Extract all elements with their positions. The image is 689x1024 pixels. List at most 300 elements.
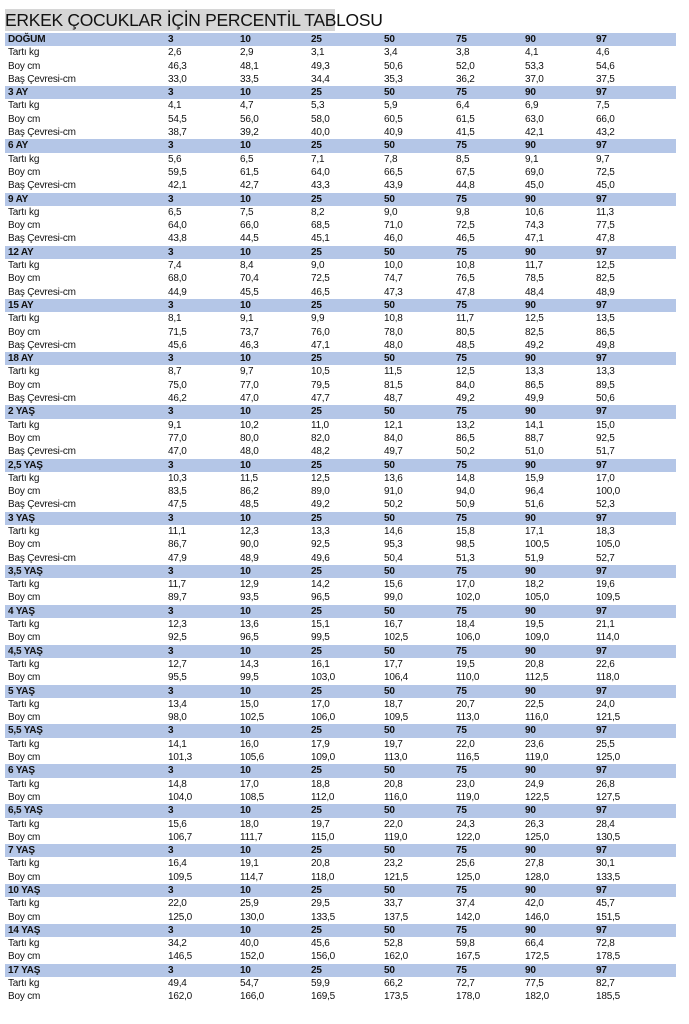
measure-label: Tartı kg (8, 260, 40, 272)
percentile-header: 90 (525, 685, 536, 697)
table-row (5, 326, 676, 339)
percentile-header: 3 (168, 805, 174, 817)
value-cell: 121,5 (384, 871, 409, 883)
value-cell: 52,0 (456, 60, 475, 72)
percentile-header: 90 (525, 353, 536, 365)
value-cell: 38,7 (168, 127, 187, 139)
value-cell: 52,7 (596, 552, 615, 564)
age-group-label: 15 AY (8, 299, 34, 311)
value-cell: 44,9 (168, 286, 187, 298)
value-cell: 105,6 (240, 752, 265, 764)
value-cell: 34,4 (311, 73, 330, 85)
value-cell: 47,3 (384, 286, 403, 298)
value-cell: 106,0 (456, 632, 481, 644)
value-cell: 47,7 (311, 393, 330, 405)
value-cell: 49,2 (311, 499, 330, 511)
value-cell: 146,5 (168, 951, 193, 963)
percentile-header: 25 (311, 765, 322, 777)
percentile-header: 75 (456, 565, 467, 577)
value-cell: 19,7 (384, 738, 403, 750)
value-cell: 48,2 (311, 446, 330, 458)
value-cell: 22,0 (168, 898, 187, 910)
measure-label: Boy cm (8, 752, 41, 764)
table-row (5, 365, 676, 378)
value-cell: 11,5 (384, 366, 402, 378)
percentile-header: 25 (311, 805, 322, 817)
value-cell: 12,5 (525, 313, 544, 325)
value-cell: 45,6 (311, 938, 330, 950)
value-cell: 114,7 (240, 871, 264, 883)
value-cell: 17,0 (596, 472, 615, 484)
value-cell: 18,2 (525, 579, 544, 591)
value-cell: 67,5 (456, 166, 475, 178)
value-cell: 12,1 (384, 419, 403, 431)
value-cell: 99,5 (311, 632, 330, 644)
value-cell: 6,5 (240, 153, 254, 165)
measure-label: Tartı kg (8, 619, 40, 631)
value-cell: 68,0 (168, 273, 187, 285)
value-cell: 100,5 (525, 539, 550, 551)
value-cell: 167,5 (456, 951, 481, 963)
value-cell: 44,8 (456, 180, 475, 192)
percentile-header: 3 (168, 924, 174, 936)
value-cell: 133,5 (311, 911, 336, 923)
value-cell: 9,0 (311, 260, 325, 272)
value-cell: 113,0 (456, 712, 480, 724)
percentile-header: 10 (240, 512, 251, 524)
value-cell: 43,2 (596, 127, 615, 139)
value-cell: 119,0 (456, 791, 480, 803)
value-cell: 33,7 (384, 898, 403, 910)
value-cell: 122,5 (525, 791, 550, 803)
value-cell: 33,5 (240, 73, 259, 85)
table-row (5, 751, 676, 764)
percentile-header: 97 (596, 685, 607, 697)
measure-label: Boy cm (8, 951, 41, 963)
value-cell: 72,8 (596, 938, 615, 950)
value-cell: 128,0 (525, 871, 550, 883)
value-cell: 98,5 (456, 539, 475, 551)
age-group-label: 3,5 YAŞ (8, 565, 43, 577)
measure-label: Baş Çevresi-cm (8, 73, 76, 85)
value-cell: 50,6 (596, 393, 615, 405)
value-cell: 47,9 (168, 552, 187, 564)
value-cell: 50,4 (384, 552, 403, 564)
value-cell: 113,0 (384, 752, 408, 764)
value-cell: 11,5 (240, 472, 258, 484)
age-group-header (5, 246, 676, 259)
percentile-header: 97 (596, 459, 607, 471)
age-group-header (5, 884, 676, 897)
table-row (5, 232, 676, 245)
value-cell: 80,5 (456, 326, 475, 338)
percentile-header: 90 (525, 765, 536, 777)
percentile-header: 3 (168, 845, 174, 857)
value-cell: 93,5 (240, 592, 259, 604)
value-cell: 130,5 (596, 831, 621, 843)
measure-label: Baş Çevresi-cm (8, 127, 76, 139)
age-group-header (5, 724, 676, 737)
age-group-label: 12 AY (8, 246, 34, 258)
table-row (5, 871, 676, 884)
measure-label: Tartı kg (8, 525, 40, 537)
value-cell: 29,5 (311, 898, 330, 910)
measure-label: Boy cm (8, 379, 41, 391)
value-cell: 30,1 (596, 858, 615, 870)
table-row (5, 46, 676, 59)
value-cell: 49,4 (168, 978, 187, 990)
value-cell: 50,9 (456, 499, 475, 511)
value-cell: 114,0 (596, 632, 620, 644)
percentile-header: 75 (456, 885, 467, 896)
percentile-header: 25 (311, 459, 322, 471)
value-cell: 11,7 (168, 579, 186, 591)
percentile-header: 10 (240, 246, 251, 258)
value-cell: 49,8 (596, 339, 615, 351)
value-cell: 2,6 (168, 47, 182, 59)
value-cell: 108,5 (240, 791, 265, 803)
value-cell: 101,3 (168, 752, 193, 764)
value-cell: 112,5 (525, 672, 549, 684)
measure-label: Tartı kg (8, 898, 40, 910)
value-cell: 47,1 (525, 233, 544, 245)
value-cell: 13,6 (240, 619, 259, 631)
table-row (5, 538, 676, 551)
measure-label: Tartı kg (8, 738, 40, 750)
table-row (5, 698, 676, 711)
age-group-label: 2 YAŞ (8, 406, 35, 418)
percentile-header: 25 (311, 140, 322, 152)
percentile-header: 90 (525, 924, 536, 936)
value-cell: 15,6 (168, 818, 187, 830)
value-cell: 49,2 (456, 393, 475, 405)
value-cell: 81,5 (384, 379, 403, 391)
age-group-label: DOĞUM (8, 34, 46, 45)
value-cell: 47,0 (168, 446, 187, 458)
value-cell: 15,1 (311, 619, 330, 631)
percentile-header: 10 (240, 725, 251, 737)
value-cell: 64,0 (311, 166, 330, 178)
value-cell: 45,7 (596, 898, 615, 910)
value-cell: 16,0 (240, 738, 259, 750)
percentile-header: 75 (456, 765, 467, 777)
percentile-header: 50 (384, 459, 395, 471)
age-group-header (5, 924, 676, 937)
value-cell: 47,8 (456, 286, 475, 298)
percentile-header: 50 (384, 845, 395, 857)
measure-label: Tartı kg (8, 153, 40, 165)
percentile-header: 50 (384, 725, 395, 737)
value-cell: 99,5 (240, 672, 259, 684)
table-row (5, 219, 676, 232)
value-cell: 12,3 (168, 619, 187, 631)
measure-label: Boy cm (8, 220, 41, 232)
measure-label: Tartı kg (8, 366, 40, 378)
value-cell: 45,0 (525, 180, 544, 192)
value-cell: 25,5 (596, 738, 615, 750)
value-cell: 22,5 (525, 698, 544, 710)
value-cell: 18,4 (456, 619, 475, 631)
value-cell: 19,6 (596, 579, 615, 591)
value-cell: 16,7 (384, 619, 403, 631)
value-cell: 13,3 (596, 366, 615, 378)
value-cell: 77,0 (240, 379, 259, 391)
measure-label: Boy cm (8, 911, 41, 923)
table-row (5, 937, 676, 950)
percentile-header: 90 (525, 805, 536, 817)
percentile-header: 97 (596, 605, 607, 617)
value-cell: 8,4 (240, 260, 254, 272)
percentile-header: 90 (525, 246, 536, 258)
percentile-header: 25 (311, 845, 322, 857)
value-cell: 169,5 (311, 991, 336, 1003)
percentile-header: 25 (311, 87, 322, 99)
measure-label: Tartı kg (8, 206, 40, 218)
percentile-header: 97 (596, 565, 607, 577)
value-cell: 51,0 (525, 446, 544, 458)
value-cell: 14,8 (168, 778, 187, 790)
measure-label: Tartı kg (8, 858, 40, 870)
value-cell: 152,0 (240, 951, 265, 963)
value-cell: 18,7 (384, 698, 403, 710)
value-cell: 63,0 (525, 113, 544, 125)
value-cell: 8,2 (311, 206, 325, 218)
value-cell: 14,1 (525, 419, 544, 431)
value-cell: 119,0 (384, 831, 408, 843)
value-cell: 178,5 (596, 951, 621, 963)
age-group-label: 6 AY (8, 140, 29, 152)
value-cell: 27,8 (525, 858, 544, 870)
table-row (5, 60, 676, 73)
value-cell: 11,7 (456, 313, 474, 325)
value-cell: 34,2 (168, 938, 187, 950)
value-cell: 15,0 (240, 698, 259, 710)
value-cell: 106,0 (311, 712, 336, 724)
percentile-header: 25 (311, 725, 322, 737)
table-row (5, 911, 676, 924)
value-cell: 116,5 (456, 752, 480, 764)
measure-label: Baş Çevresi-cm (8, 552, 76, 564)
table-row (5, 126, 676, 139)
value-cell: 40,9 (384, 127, 403, 139)
percentile-header: 50 (384, 605, 395, 617)
value-cell: 105,0 (596, 539, 621, 551)
value-cell: 25,6 (456, 858, 475, 870)
percentile-header: 10 (240, 140, 251, 152)
value-cell: 86,7 (168, 539, 187, 551)
percentile-header: 75 (456, 193, 467, 205)
percentile-header: 97 (596, 512, 607, 524)
value-cell: 21,1 (596, 619, 615, 631)
table-row (5, 379, 676, 392)
percentile-header: 10 (240, 406, 251, 418)
percentile-header: 25 (311, 193, 322, 205)
table-row (5, 286, 676, 299)
measure-label: Boy cm (8, 991, 41, 1003)
value-cell: 133,5 (596, 871, 621, 883)
value-cell: 24,0 (596, 698, 615, 710)
value-cell: 17,7 (384, 658, 403, 670)
value-cell: 42,7 (240, 180, 259, 192)
percentile-header: 3 (168, 765, 174, 777)
age-group-label: 6,5 YAŞ (8, 805, 43, 817)
percentile-header: 25 (311, 924, 322, 936)
measure-label: Boy cm (8, 326, 41, 338)
value-cell: 22,6 (596, 658, 615, 670)
value-cell: 51,9 (525, 552, 544, 564)
value-cell: 17,0 (456, 579, 475, 591)
value-cell: 74,3 (525, 220, 544, 232)
value-cell: 17,0 (311, 698, 330, 710)
percentile-header: 50 (384, 299, 395, 311)
percentile-header: 25 (311, 353, 322, 365)
value-cell: 46,3 (240, 339, 259, 351)
value-cell: 39,2 (240, 127, 259, 139)
measure-label: Tartı kg (8, 419, 40, 431)
value-cell: 48,7 (384, 393, 403, 405)
value-cell: 8,7 (168, 366, 182, 378)
value-cell: 19,5 (525, 619, 544, 631)
value-cell: 43,9 (384, 180, 403, 192)
value-cell: 13,3 (525, 366, 544, 378)
value-cell: 9,7 (596, 153, 610, 165)
percentile-header: 97 (596, 924, 607, 936)
percentile-header: 50 (384, 140, 395, 152)
value-cell: 41,5 (456, 127, 475, 139)
percentile-header: 97 (596, 964, 607, 976)
percentile-header: 25 (311, 605, 322, 617)
value-cell: 43,8 (168, 233, 187, 245)
value-cell: 59,9 (311, 978, 330, 990)
value-cell: 45,5 (240, 286, 259, 298)
value-cell: 94,0 (456, 486, 475, 498)
percentile-header: 50 (384, 246, 395, 258)
percentile-header: 97 (596, 246, 607, 258)
value-cell: 64,0 (168, 220, 187, 232)
value-cell: 118,0 (596, 672, 620, 684)
value-cell: 118,0 (311, 871, 335, 883)
percentile-header: 90 (525, 140, 536, 152)
value-cell: 66,4 (525, 938, 544, 950)
percentile-header: 97 (596, 87, 607, 99)
value-cell: 122,0 (456, 831, 481, 843)
value-cell: 109,0 (311, 752, 336, 764)
age-group-header (5, 193, 676, 206)
value-cell: 23,2 (384, 858, 403, 870)
value-cell: 86,2 (240, 486, 259, 498)
value-cell: 46,5 (311, 286, 330, 298)
value-cell: 76,5 (456, 273, 475, 285)
measure-label: Baş Çevresi-cm (8, 393, 76, 405)
percentile-header: 3 (168, 605, 174, 617)
value-cell: 48,5 (240, 499, 259, 511)
value-cell: 51,3 (456, 552, 475, 564)
percentile-header: 10 (240, 845, 251, 857)
percentile-header: 10 (240, 805, 251, 817)
value-cell: 72,7 (456, 978, 475, 990)
table-row (5, 658, 676, 671)
value-cell: 96,5 (311, 592, 330, 604)
age-group-label: 3 AY (8, 87, 29, 99)
percentile-header: 50 (384, 565, 395, 577)
value-cell: 125,0 (596, 752, 621, 764)
table-row (5, 552, 676, 565)
percentile-header: 90 (525, 87, 536, 99)
age-group-label: 5,5 YAŞ (8, 725, 43, 737)
value-cell: 10,2 (240, 419, 259, 431)
value-cell: 35,3 (384, 73, 403, 85)
value-cell: 9,1 (525, 153, 539, 165)
value-cell: 90,0 (240, 539, 259, 551)
percentile-header: 75 (456, 459, 467, 471)
value-cell: 33,0 (168, 73, 187, 85)
value-cell: 23,6 (525, 738, 544, 750)
percentile-header: 75 (456, 353, 467, 365)
value-cell: 45,6 (168, 339, 187, 351)
value-cell: 162,0 (168, 991, 193, 1003)
percentile-header: 97 (596, 140, 607, 152)
table-row (5, 73, 676, 86)
value-cell: 77,5 (525, 978, 544, 990)
percentile-header: 90 (525, 845, 536, 857)
percentile-header: 25 (311, 685, 322, 697)
percentile-header: 50 (384, 512, 395, 524)
table-row (5, 206, 676, 219)
percentile-header: 25 (311, 645, 322, 657)
value-cell: 182,0 (525, 991, 550, 1003)
value-cell: 82,0 (311, 432, 330, 444)
percentile-header: 97 (596, 34, 607, 45)
table-row (5, 432, 676, 445)
value-cell: 25,9 (240, 898, 259, 910)
value-cell: 19,5 (456, 658, 475, 670)
value-cell: 37,5 (596, 73, 615, 85)
value-cell: 46,3 (168, 60, 187, 72)
age-group-header (5, 804, 676, 817)
value-cell: 7,4 (168, 260, 182, 272)
value-cell: 47,5 (168, 499, 187, 511)
table-row (5, 498, 676, 511)
value-cell: 51,7 (596, 446, 615, 458)
value-cell: 99,0 (384, 592, 403, 604)
value-cell: 9,7 (240, 366, 254, 378)
percentile-header: 10 (240, 964, 251, 976)
percentile-header: 25 (311, 885, 322, 896)
value-cell: 109,5 (168, 871, 193, 883)
percentile-header: 25 (311, 406, 322, 418)
value-cell: 80,0 (240, 432, 259, 444)
value-cell: 6,9 (525, 100, 539, 112)
value-cell: 127,5 (596, 791, 621, 803)
value-cell: 48,9 (596, 286, 615, 298)
value-cell: 6,4 (456, 100, 470, 112)
age-group-header (5, 645, 676, 658)
value-cell: 173,5 (384, 991, 409, 1003)
value-cell: 3,8 (456, 47, 470, 59)
percentile-header: 97 (596, 845, 607, 857)
value-cell: 106,7 (168, 831, 193, 843)
percentile-header: 75 (456, 924, 467, 936)
value-cell: 82,7 (596, 978, 615, 990)
value-cell: 36,2 (456, 73, 475, 85)
percentile-header: 90 (525, 34, 536, 45)
value-cell: 137,5 (384, 911, 409, 923)
percentile-header: 10 (240, 565, 251, 577)
value-cell: 84,0 (384, 432, 403, 444)
age-group-header (5, 512, 676, 525)
value-cell: 61,5 (240, 166, 259, 178)
percentile-header: 75 (456, 512, 467, 524)
